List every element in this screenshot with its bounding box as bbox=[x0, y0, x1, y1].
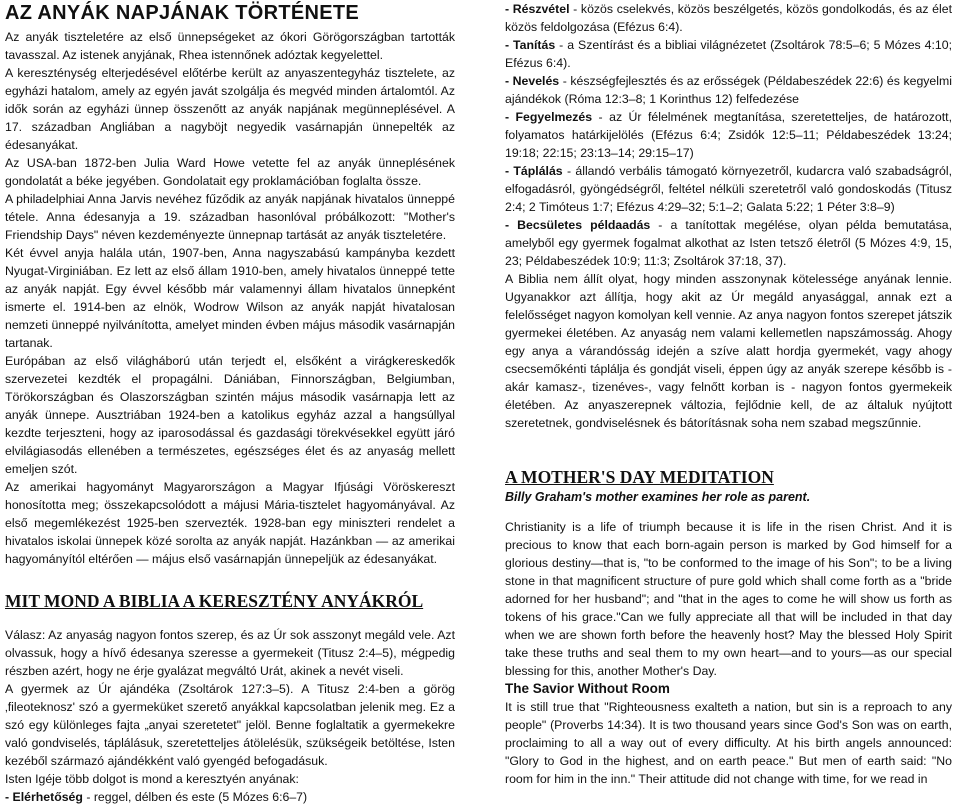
list-item bbox=[505, 108, 952, 162]
list-item bbox=[505, 162, 952, 216]
list-item-text: - készségfejlesztés és az erősségek (Példabeszédek 22:6) és kegyelmi ajándékok (Róma 12:3–8; 1 Korinthus 12) felfedezése bbox=[505, 74, 952, 106]
savior-paragraph: It is still true that "Righteousness exalteth a nation, but sin is a reproach to any people" (Proverbs 14:34). It is two thousand years since God's Son was on earth, proclaiming to all a way out of every difficulty. At his birth angels announced: "Glory to God in the highest, and on earth peace." But men of earth said: "No room for him in the inn." Their attitude did not change with time, for we read in bbox=[505, 700, 952, 786]
list-item-text: - a Szentírást és a bibliai világnézetet (Zsoltárok 78:5–6; 5 Mózes 4:10; Efézus 6:4). bbox=[505, 38, 952, 70]
list-item-label: - Táplálás bbox=[505, 164, 563, 178]
meditation-paragraph: Christianity is a life of triumph because it is life in the risen Christ. And it is precious to know that each born-again person is marked by God himself for a glorious destiny—that is, "to be conformed to the image of his Son"; to be a living stone in that magnificent structure of pure gold which shall come forth as a "bride adorned for her husband"; and "that in the ages to come he will show us forth as tokens of his grace."Can we fully appreciate all that will be included in that day when we are shown forth before the heavenly host? May the blessed Holy Spirit take these truths and seal them to my own heart—and to yours—as our special blessing for this, another Mother's Day. bbox=[505, 520, 952, 678]
list-item bbox=[505, 216, 952, 270]
meditation-heading: A MOTHER'S DAY MEDITATION bbox=[505, 467, 774, 487]
bible-paragraph: Isten Igéje több dolgot is mond a keresztyén anyának: bbox=[5, 772, 299, 786]
bible-paragraph: Válasz: Az anyaság nagyon fontos szerep, és az Úr sok asszonyt megáld vele. Azt olvassuk, hogy a hívő édesanya szeresse a gyermekeit (Titusz 2:4–5), mégpedig részben azért, hogy ne érje gyalázat megváltó Urát, akinek a nevét viseli. bbox=[5, 628, 455, 678]
history-paragraph: A philadelphiai Anna Jarvis nevéhez fűződik az anyák napjának hivatalos ünneppé tétele. Anna édesanyja a 19. században hasonlóval próbálkozott: "Mother's Friendship Days" néven kezdeményezte ünnepnap tartását az anyák tiszteletére. bbox=[5, 192, 455, 242]
history-paragraph: A kereszténység elterjedésével előtérbe került az anyaszentegyház tisztelete, az egyházi hatalom, amely az egyén javát szolgálja és megvéd minden ártalomtól. Az idők során az egyházi ünnep összenőtt az anyák napjának megünneplésével. A 17. században Angliában a nagyböjt negyedik vasárnapján ünnepelték az édesanyákat. bbox=[5, 66, 455, 152]
list-item-label: - Tanítás bbox=[505, 38, 556, 52]
history-paragraph: Az anyák tiszteletére az első ünnepségeket az ókori Görögországban tartották tavasszal. Az istenek anyjának, Rhea istennőnek adóztak kegyelettel. bbox=[5, 30, 455, 62]
list-item-text: - állandó verbális támogató környezetről, kudarcra való szabadságról, elfogadásról, gyöngédségről, feltétel nélküli szeretetről való gondoskodás (Titusz 2:4; 2 Timóteus 1:7; Efézus 4:29–32; 5:1–2; Galata 5:22; 1 Péter 3:8–9) bbox=[505, 164, 952, 214]
list-item-label: - Nevelés bbox=[505, 74, 560, 88]
bible-paragraph: A gyermek az Úr ajándéka (Zsoltárok 127:3–5). A Titusz 2:4-ben a görög ‚fileoteknosz' szó a gyermeküket szerető anyákkal kapcsolatban jelenik meg. Ez a szó egy különleges fajta „anyai szeretetet" jelöl. Benne foglaltatik a gyermekekre való gondviselés, táplálásuk, szeretetteljes átölelésük, szükségeik betöltése, Isten kezéből származó ajándékként való gyengéd befogadásuk. bbox=[5, 682, 455, 768]
closing-paragraph: A Biblia nem állít olyat, hogy minden asszonynak kötelessége anyának lennie. Ugyanakkor azt állítja, hogy akit az Úr megáld anyasággal, annak ezt a felelősséget nagyon komolyan kell vennie. Az anya nagyon fontos szerepet játszik gyermekei életében. Az anyaság nem valami kellemetlen napszámosság. Ahogy egy anya a várandósság idején a szíve alatt hordja gyermekét, vagy ahogy csecsemőkénti táplálja és gondját viseli, éppen úgy az anyák szerepe később is - akár kamasz-, tizenéves-, vagy felnőtt korban is - nagyon fontos gyermekeik életében. Az anyaszerepnek változia, fejlődnie kell, de az általuk nyújtott szeretetnek, gondviselésnek és bátorításnak soha nem szabad megszűnnie. bbox=[505, 272, 952, 430]
left-column bbox=[5, 0, 455, 804]
right-column bbox=[505, 0, 952, 786]
history-paragraph: Az USA-ban 1872-ben Julia Ward Howe vetette fel az anyák ünneplésének gondolatát a béke jegyében. Gondolatait egy proklamációban foglalta össze. bbox=[5, 156, 455, 188]
history-paragraph: Európában az első világháború után terjedt el, elsőként a virágkereskedők szervezetei kezdték el propagálni. Dániában, Finnországban, Belgiumban, Törökországban és Olaszországban szintén május második vasárnapja lett az anyák ünnepe. Ausztriában 1924-ben a katolikus egyház azzal a hangsúllyal kezdte terjeszteni, hogy az iparosodással és gazdasági törekvésekkel együtt járó elvilágiasodás ellenében a természetes, egészséges élet és az anyaság mellett emeljen szót. bbox=[5, 354, 455, 476]
history-paragraph: Az amerikai hagyományt Magyarországon a Magyar Ifjúsági Vöröskereszt honosította meg; összekapcsolódott a májusi Mária-tisztelet hagyományával. Az első megemlékezést 1925-ben szervezték. 1928-ban egy miniszteri rendelet a hivatalos iskolai ünnepek közé sorolta az anyák napját. Hazánkban — az amerikai hagyományítól eltérően — május első vasárnapján ünnepeljük az édesanyákat. bbox=[5, 480, 455, 566]
list-item-text: - közös cselekvés, közös beszélgetés, közös gondolkodás, és az élet közös feldolgozása (Efézus 6:4). bbox=[505, 2, 952, 34]
list-item-text: - az Úr félelmének megtanítása, szeretetteljes, de határozott, folyamatos határkijelölés (Efézus 6:4; Zsidók 12:5–11; Példabeszédek 13:24; 19:18; 22:15; 23:13–14; 29:15–17) bbox=[505, 110, 952, 160]
list-item-label: - Elérhetőség bbox=[5, 790, 83, 804]
list-item-label: - Fegyelmezés bbox=[505, 110, 593, 124]
savior-heading: The Savior Without Room bbox=[505, 681, 670, 696]
list-item-label: - Részvétel bbox=[505, 2, 570, 16]
list-item-text: - a tanítottak megélése, olyan példa bemutatása, amelyből egy gyermek fogalmat alkothat az Isten tetsző életről (5 Mózes 4:9, 15, 23; Példabeszédek 10:9; 11:3; Zsoltárok 37:18, 37). bbox=[505, 218, 952, 268]
list-item bbox=[505, 36, 952, 72]
meditation-subtitle: Billy Graham's mother examines her role as parent. bbox=[505, 490, 811, 504]
list-item bbox=[505, 72, 952, 108]
list-item bbox=[505, 0, 952, 36]
page-title: AZ ANYÁK NAPJÁNAK TÖRTÉNETE bbox=[5, 2, 360, 24]
history-paragraph: Két évvel anyja halála után, 1907-ben, Anna nagyszabású kampányba kezdett Nyugat-Virginiában. Ez lett az első állam 1910-ben, amely hivatalos ünneppé tette az anyák napját. Egy évvel később már valamennyi állam hivatalos ünnepként ismerte el. 1914-ben az elnök, Wodrow Wilson az anyák napját hivatalosan nemzeti ünneppé nyilvánította, amelyet minden évben május második vasárnapján tartanak. bbox=[5, 246, 455, 350]
list-item bbox=[5, 788, 455, 806]
list-item-label: - Becsületes példaadás bbox=[505, 218, 651, 232]
list-item-text: - reggel, délben és este (5 Mózes 6:6–7) bbox=[82, 790, 308, 804]
bible-section-heading: MIT MOND A BIBLIA A KERESZTÉNY ANYÁKRÓL bbox=[5, 591, 424, 611]
